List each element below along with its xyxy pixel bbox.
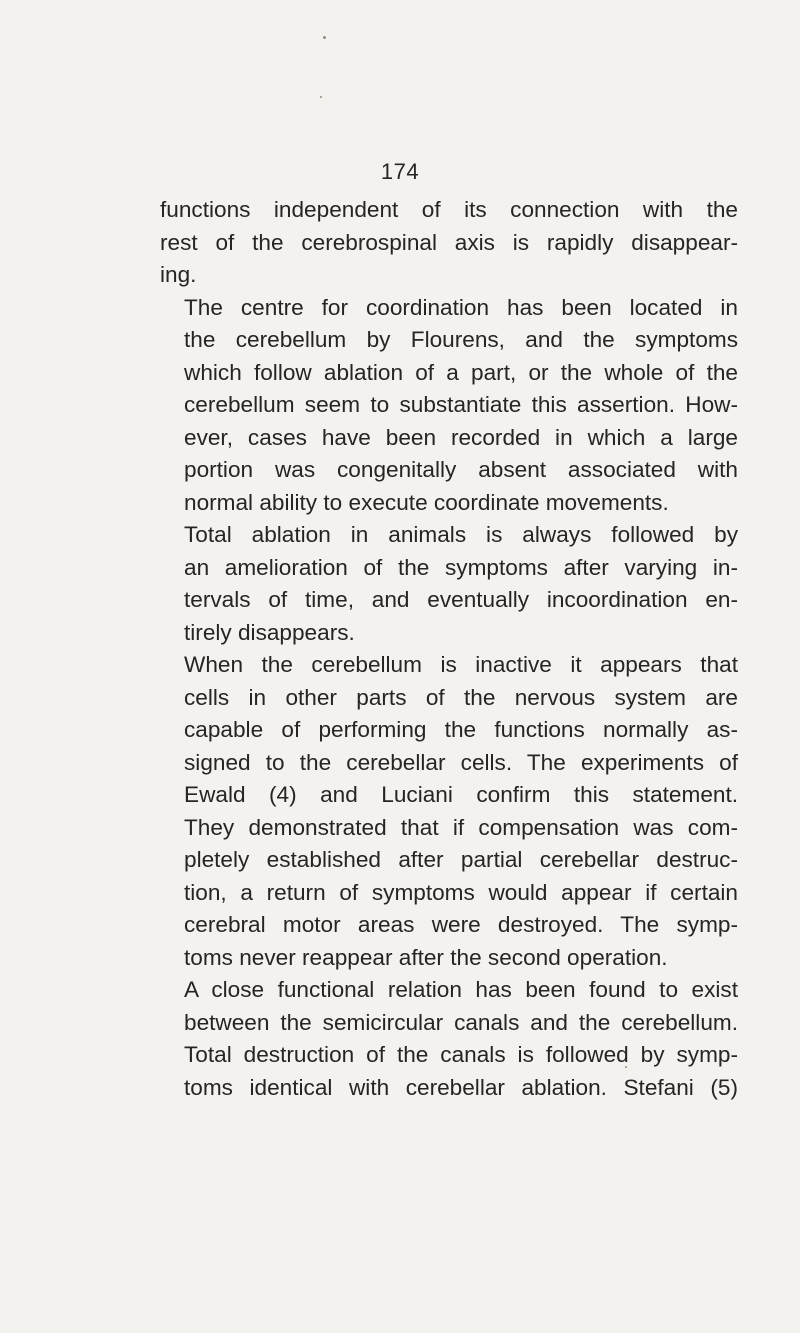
paper-speck bbox=[320, 96, 322, 98]
text-line: an amelioration of the symptoms after varying in- bbox=[184, 554, 738, 580]
text-line: tervals of time, and eventually incoordination en- bbox=[184, 587, 738, 612]
paragraph-1 bbox=[160, 194, 738, 292]
text-line: Total ablation in animals is always followed by bbox=[184, 522, 738, 547]
text-line: functions independent of its connection with the bbox=[160, 197, 738, 222]
page-number: 174 bbox=[380, 159, 420, 184]
text-line: Ewald (4) and Luciani confirm this statement. bbox=[184, 782, 738, 807]
text-line: cerebral motor areas were destroyed. The symp- bbox=[184, 912, 738, 937]
paragraph-5 bbox=[160, 974, 738, 1104]
text-line: capable of performing the functions normally as- bbox=[184, 717, 738, 742]
text-line: rest of the cerebrospinal axis is rapidly disappear- bbox=[160, 229, 738, 255]
text-line: ever, cases have been recorded in which a large bbox=[184, 424, 738, 450]
text-line: They demonstrated that if compensation was com- bbox=[184, 814, 738, 840]
text-line: tirely disappears. bbox=[184, 619, 355, 645]
paper-speck bbox=[323, 36, 326, 39]
body-text bbox=[160, 194, 738, 1104]
text-line: the cerebellum by Flourens, and the symptoms bbox=[184, 327, 738, 352]
text-line: toms never reappear after the second operation. bbox=[184, 944, 668, 970]
text-line: pletely established after partial cerebellar destruc- bbox=[184, 847, 738, 872]
text-line: which follow ablation of a part, or the whole of the bbox=[184, 359, 738, 385]
text-line: A close functional relation has been found to exist bbox=[184, 977, 738, 1002]
text-line: toms identical with cerebellar ablation. Stefani (5) bbox=[184, 1074, 738, 1100]
paragraph-4 bbox=[160, 649, 738, 974]
text-line: Total destruction of the canals is followed by symp- bbox=[184, 1042, 738, 1067]
text-line: portion was congenitally absent associated with bbox=[184, 457, 738, 482]
paragraph-3 bbox=[160, 519, 738, 649]
text-line: cells in other parts of the nervous system are bbox=[184, 684, 738, 710]
text-line: The centre for coordination has been located in bbox=[184, 294, 738, 320]
text-line: ing. bbox=[160, 262, 197, 287]
text-line: between the semicircular canals and the cerebellum. bbox=[184, 1009, 738, 1035]
paragraph-2 bbox=[160, 292, 738, 520]
text-line: tion, a return of symptoms would appear if certain bbox=[184, 879, 738, 905]
text-line: cerebellum seem to substantiate this assertion. How- bbox=[184, 392, 738, 417]
text-line: signed to the cerebellar cells. The experiments of bbox=[184, 749, 738, 775]
text-line: When the cerebellum is inactive it appears that bbox=[184, 652, 738, 677]
text-line: normal ability to execute coordinate movements. bbox=[184, 489, 669, 515]
